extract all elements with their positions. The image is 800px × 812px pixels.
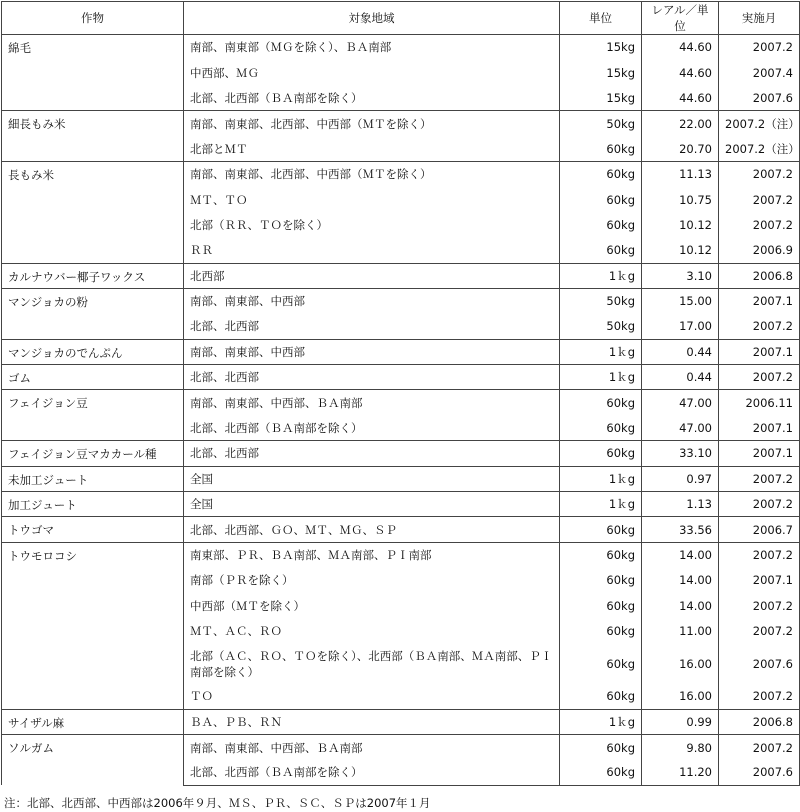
crop-name: 加工ジュート (2, 492, 184, 517)
unit-cell: 60kg (560, 760, 642, 785)
month-cell: 2007.6 (719, 85, 800, 110)
month-cell: 2007.2 (719, 684, 800, 709)
month-cell: 2007.6 (719, 644, 800, 684)
price-table (1, 1, 800, 786)
crop-group (2, 339, 800, 364)
unit-cell: 15kg (560, 60, 642, 85)
crop-group (2, 492, 800, 517)
price-cell: 0.97 (642, 466, 719, 491)
crop-name: トウゴマ (2, 517, 184, 542)
unit-cell: 60kg (560, 735, 642, 760)
crop-name: マンジョカのでんぷん (2, 339, 184, 364)
region-cell: 南部（ＰＲを除く） (184, 568, 560, 593)
unit-cell: 60kg (560, 136, 642, 161)
price-cell: 0.99 (642, 709, 719, 734)
crop-group (2, 441, 800, 466)
price-cell: 20.70 (642, 136, 719, 161)
price-cell: 9.80 (642, 735, 719, 760)
table-row (2, 35, 800, 60)
crop-group (2, 288, 800, 339)
table-row (2, 709, 800, 734)
price-cell: 10.75 (642, 187, 719, 212)
crop-name: 長もみ米 (2, 161, 184, 263)
region-cell: ＲＲ (184, 238, 560, 263)
table-row (2, 365, 800, 390)
crop-group (2, 542, 800, 709)
region-cell: 南部、南東部、中西部 (184, 339, 560, 364)
crop-group (2, 365, 800, 390)
region-cell: ＭＴ、ＴＯ (184, 187, 560, 212)
region-cell: 北部とＭＴ (184, 136, 560, 161)
price-cell: 14.00 (642, 568, 719, 593)
month-cell: 2006.8 (719, 263, 800, 288)
unit-cell: 60kg (560, 161, 642, 186)
table-row (2, 441, 800, 466)
region-cell: 中西部（ＭＴを除く） (184, 593, 560, 618)
price-cell: 11.00 (642, 618, 719, 643)
price-cell: 17.00 (642, 314, 719, 339)
region-cell: 北部、北西部 (184, 365, 560, 390)
region-cell: ＢＡ、ＰＢ、ＲＮ (184, 709, 560, 734)
region-cell: 南部、南東部、中西部 (184, 288, 560, 313)
unit-cell: 1ｋg (560, 492, 642, 517)
unit-cell: 60kg (560, 390, 642, 415)
unit-cell: 60kg (560, 684, 642, 709)
price-cell: 44.60 (642, 85, 719, 110)
unit-cell: 60kg (560, 212, 642, 237)
region-cell: 北部、北西部（ＢＡ南部を除く） (184, 760, 560, 785)
header-crop: 作物 (2, 2, 184, 35)
unit-cell: 1ｋg (560, 466, 642, 491)
table-row (2, 735, 800, 760)
month-cell: 2007.6 (719, 760, 800, 785)
crop-name: カルナウバー椰子ワックス (2, 263, 184, 288)
crop-name: フェイジョン豆マカカール種 (2, 441, 184, 466)
price-cell: 0.44 (642, 365, 719, 390)
region-cell: 全国 (184, 492, 560, 517)
month-cell: 2007.4 (719, 60, 800, 85)
header-unit: 単位 (560, 2, 642, 35)
unit-cell: 60kg (560, 568, 642, 593)
crop-name: 綿毛 (2, 35, 184, 111)
price-cell: 11.13 (642, 161, 719, 186)
region-cell: 北部（ＡＣ、ＲＯ、ＴＯを除く）、北西部（ＢＡ南部、ＭＡ南部、ＰＩ南部を除く） (184, 644, 560, 684)
price-cell: 14.00 (642, 593, 719, 618)
unit-cell: 60kg (560, 593, 642, 618)
month-cell: 2007.2 (719, 187, 800, 212)
region-cell: 北部、北西部、ＧＯ、ＭＴ、ＭＧ、ＳＰ (184, 517, 560, 542)
unit-cell: 50kg (560, 111, 642, 136)
unit-cell: 60kg (560, 542, 642, 567)
price-cell: 33.10 (642, 441, 719, 466)
month-cell: 2007.1 (719, 441, 800, 466)
header-month: 実施月 (719, 2, 800, 35)
price-cell: 22.00 (642, 111, 719, 136)
price-cell: 11.20 (642, 760, 719, 785)
region-cell: 南東部、ＰＲ、ＢＡ南部、ＭＡ南部、ＰＩ南部 (184, 542, 560, 567)
region-cell: 北部、北西部（ＢＡ南部を除く） (184, 85, 560, 110)
region-cell: 中西部、ＭＧ (184, 60, 560, 85)
table-row (2, 263, 800, 288)
region-cell: 北部、北西部（ＢＡ南部を除く） (184, 415, 560, 440)
table-row (2, 339, 800, 364)
crop-group (2, 111, 800, 162)
month-cell: 2006.11 (719, 390, 800, 415)
unit-cell: 1ｋg (560, 339, 642, 364)
header-region: 対象地域 (184, 2, 560, 35)
region-cell: 北西部 (184, 263, 560, 288)
unit-cell: 1ｋg (560, 709, 642, 734)
crop-group (2, 161, 800, 263)
month-cell: 2007.1 (719, 415, 800, 440)
region-cell: ＴＯ (184, 684, 560, 709)
footnote: 注：北部、北西部、中西部は2006年９月、ＭＳ、ＰＲ、ＳＣ、ＳＰは2007年１月 (4, 796, 431, 810)
unit-cell: 50kg (560, 288, 642, 313)
price-cell: 16.00 (642, 644, 719, 684)
price-cell: 33.56 (642, 517, 719, 542)
crop-name: 細長もみ米 (2, 111, 184, 162)
table-row (2, 466, 800, 491)
region-cell: 北部（ＲＲ、ＴＯを除く） (184, 212, 560, 237)
month-cell: 2006.9 (719, 238, 800, 263)
price-cell: 15.00 (642, 288, 719, 313)
region-cell: 南部、南東部（ＭＧを除く）、ＢＡ南部 (184, 35, 560, 60)
month-cell: 2007.1 (719, 288, 800, 313)
month-cell: 2007.2 (719, 466, 800, 491)
table-row (2, 288, 800, 313)
region-cell: 南部、南東部、中西部、ＢＡ南部 (184, 735, 560, 760)
month-cell: 2007.2 (719, 314, 800, 339)
crop-group (2, 35, 800, 111)
month-cell: 2007.1 (719, 339, 800, 364)
region-cell: 南部、南東部、北西部、中西部（ＭＴを除く） (184, 111, 560, 136)
unit-cell: 60kg (560, 644, 642, 684)
unit-cell: 50kg (560, 314, 642, 339)
month-cell: 2007.2 (719, 735, 800, 760)
crop-name: フェイジョン豆 (2, 390, 184, 441)
month-cell: 2007.2 (719, 365, 800, 390)
unit-cell: 60kg (560, 618, 642, 643)
month-cell: 2007.2 (719, 492, 800, 517)
unit-cell: 15kg (560, 35, 642, 60)
table-row (2, 111, 800, 136)
unit-cell: 60kg (560, 187, 642, 212)
price-cell: 0.44 (642, 339, 719, 364)
price-cell: 1.13 (642, 492, 719, 517)
region-cell: ＭＴ、ＡＣ、ＲＯ (184, 618, 560, 643)
month-cell: 2007.2 (719, 542, 800, 567)
table-row (2, 390, 800, 415)
unit-cell: 15kg (560, 85, 642, 110)
crop-name: ゴム (2, 365, 184, 390)
price-cell: 44.60 (642, 60, 719, 85)
month-cell: 2007.2 (719, 161, 800, 186)
crop-name: サイザル麻 (2, 709, 184, 734)
crop-name: ソルガム (2, 735, 184, 786)
price-cell: 47.00 (642, 415, 719, 440)
price-cell: 14.00 (642, 542, 719, 567)
price-cell: 47.00 (642, 390, 719, 415)
crop-group (2, 390, 800, 441)
price-cell: 3.10 (642, 263, 719, 288)
crop-group (2, 517, 800, 542)
crop-group (2, 263, 800, 288)
month-cell: 2006.7 (719, 517, 800, 542)
price-cell: 10.12 (642, 212, 719, 237)
unit-cell: 1ｋg (560, 365, 642, 390)
month-cell: 2007.2 (719, 618, 800, 643)
table-row (2, 161, 800, 186)
month-cell: 2006.8 (719, 709, 800, 734)
table-row (2, 542, 800, 567)
month-cell: 2007.2（注） (719, 136, 800, 161)
unit-cell: 60kg (560, 415, 642, 440)
price-cell: 16.00 (642, 684, 719, 709)
unit-cell: 1ｋg (560, 263, 642, 288)
crop-name: 未加工ジュート (2, 466, 184, 491)
region-cell: 南部、南東部、北西部、中西部（ＭＴを除く） (184, 161, 560, 186)
header-row (2, 2, 800, 35)
region-cell: 南部、南東部、中西部、ＢＡ南部 (184, 390, 560, 415)
region-cell: 北部、北西部 (184, 314, 560, 339)
month-cell: 2007.2 (719, 593, 800, 618)
crop-name: マンジョカの粉 (2, 288, 184, 339)
crop-group (2, 709, 800, 734)
unit-cell: 60kg (560, 238, 642, 263)
table-row (2, 517, 800, 542)
region-cell: 全国 (184, 466, 560, 491)
price-cell: 10.12 (642, 238, 719, 263)
price-cell: 44.60 (642, 35, 719, 60)
unit-cell: 60kg (560, 441, 642, 466)
month-cell: 2007.2 (719, 35, 800, 60)
month-cell: 2007.2（注） (719, 111, 800, 136)
unit-cell: 60kg (560, 517, 642, 542)
crop-name: トウモロコシ (2, 542, 184, 709)
header-price: レアル／単位 (642, 2, 719, 35)
month-cell: 2007.2 (719, 212, 800, 237)
month-cell: 2007.1 (719, 568, 800, 593)
table-row (2, 492, 800, 517)
region-cell: 北部、北西部 (184, 441, 560, 466)
crop-group (2, 735, 800, 786)
crop-group (2, 466, 800, 491)
